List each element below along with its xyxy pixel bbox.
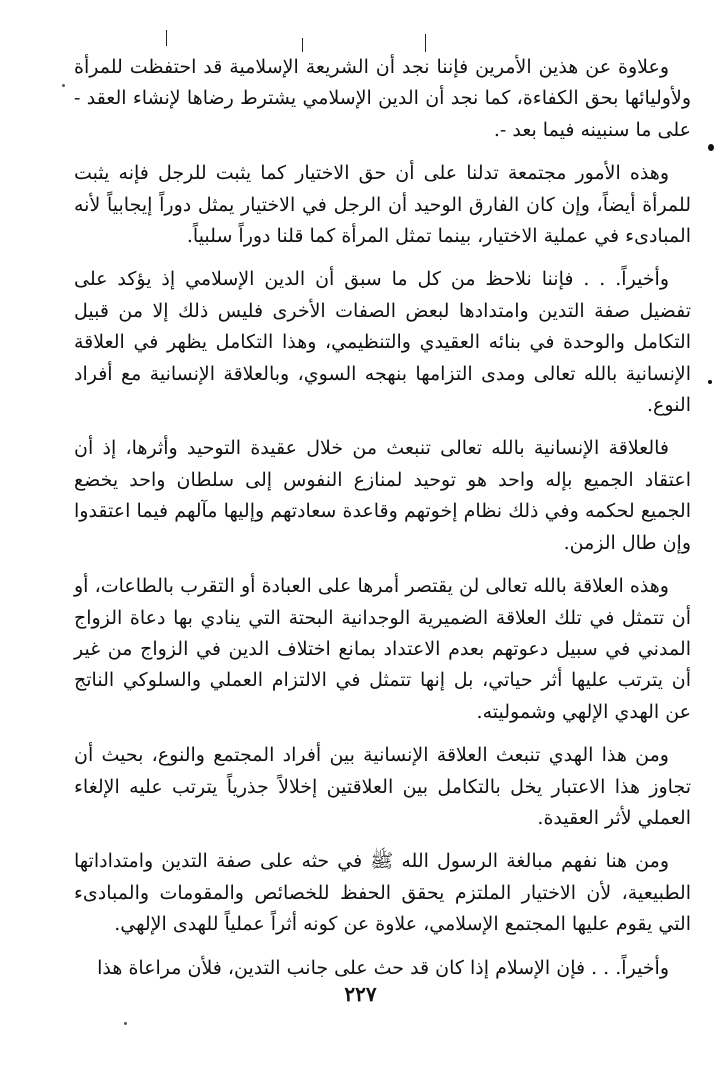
margin-mark-right-1 bbox=[708, 144, 714, 151]
paragraph-4: فالعلاقة الإنسانية بالله تعالى تنبعث من خلال عقيدة التوحيد وأثرها، إذ أن اعتقاد الجميع بإله واحد هو توحيد لمنازع النفوس إلى سلطان واحد يخضع الجميع لحكمه وفي ذلك نظام إخوتهم وقاعدة سعادتهم وإليها مآلهم فيما اعتقدوا وإن طال الزمن. bbox=[74, 437, 691, 554]
margin-mark-right-2 bbox=[708, 380, 712, 384]
paragraph-5: وهذه العلاقة بالله تعالى لن يقتصر أمرها على العبادة أو التقرب بالطاعات، أو أن تتمثل في تلك العلاقة الضميرية الوجدانية البحتة التي ينادي بها دعاة الزواج المدني في سبيل دعوتهم بعدم الاعتداد بمانع اختلاف الدين في الزواج من غير أن يترتب عليها أثر حياتي، بل إنها تتمثل في الالتزام العملي والسلوكي الناتج عن الهدي الإلهي وشموليته. bbox=[74, 575, 691, 723]
paragraph-3: وأخيراً. . . فإننا نلاحظ من كل ما سبق أن الدين الإسلامي إذ يؤكد على تفضيل صفة التدين وامتدادها لبعض الصفات الأخرى فليس ذلك إلا من قبيل التكامل والوحدة في بنائه العقيدي والتنظيمي، وهذا التكامل يظهر في العلاقة الإنسانية بالله تعالى ومدى التزامها بنهجه السوي، وبالعلاقة الإنسانية مع أفراد النوع. bbox=[74, 268, 691, 417]
margin-speck-left-1 bbox=[62, 84, 65, 87]
scan-mark-top-center bbox=[302, 38, 303, 52]
page-number: ٢٢٧ bbox=[344, 982, 377, 1006]
scan-mark-top-left bbox=[166, 30, 167, 46]
paragraph-8: وأخيراً. . . فإن الإسلام إذا كان قد حث على جانب التدين، فلأن مراعاة هذا bbox=[97, 956, 669, 979]
paragraph-6: ومن هذا الهدي تنبعث العلاقة الإنسانية بين أفراد المجتمع والنوع، بحيث أن تجاوز هذا الاعتبار يخل بالتكامل بين العلاقتين إخلالاً جذرياً يترتب عليه الإلغاء العملي لأثر العقيدة. bbox=[74, 744, 691, 829]
main-text bbox=[74, 52, 691, 996]
paragraph-2: وهذه الأمور مجتمعة تدلنا على أن حق الاختيار كما يثبت للرجل فإنه يثبت للمرأة أيضاً، وإن كان الفارق الوحيد أن الرجل في الاختيار يمثل دوراً إيجابياً لأنه المبادىء في عملية الاختيار، بينما تمثل المرأة كما قلنا دوراً سلبياً. bbox=[74, 162, 691, 248]
paragraph-7: ومن هنا نفهم مبالغة الرسول الله ﷺ في حثه على صفة التدين وامتداداتها الطبيعية، لأن الاختيار الملتزم يحقق الحفظ للخصائص والمقومات والمبادىء التي يقوم عليها المجتمع الإسلامي، علاوة عن كونه أثراً عملياً للهدى الإلهي. bbox=[74, 850, 691, 936]
paragraph-1: وعلاوة عن هذين الأمرين فإننا نجد أن الشريعة الإسلامية قد احتفظت للمرأة ولأوليائها بحق الكفاءة، كما نجد أن الدين الإسلامي يشترط رضاها لإنشاء العقد - على ما سنبينه فيما بعد -. bbox=[74, 56, 691, 141]
scan-mark-top-right bbox=[425, 34, 426, 52]
margin-speck-left-2 bbox=[124, 1022, 127, 1025]
